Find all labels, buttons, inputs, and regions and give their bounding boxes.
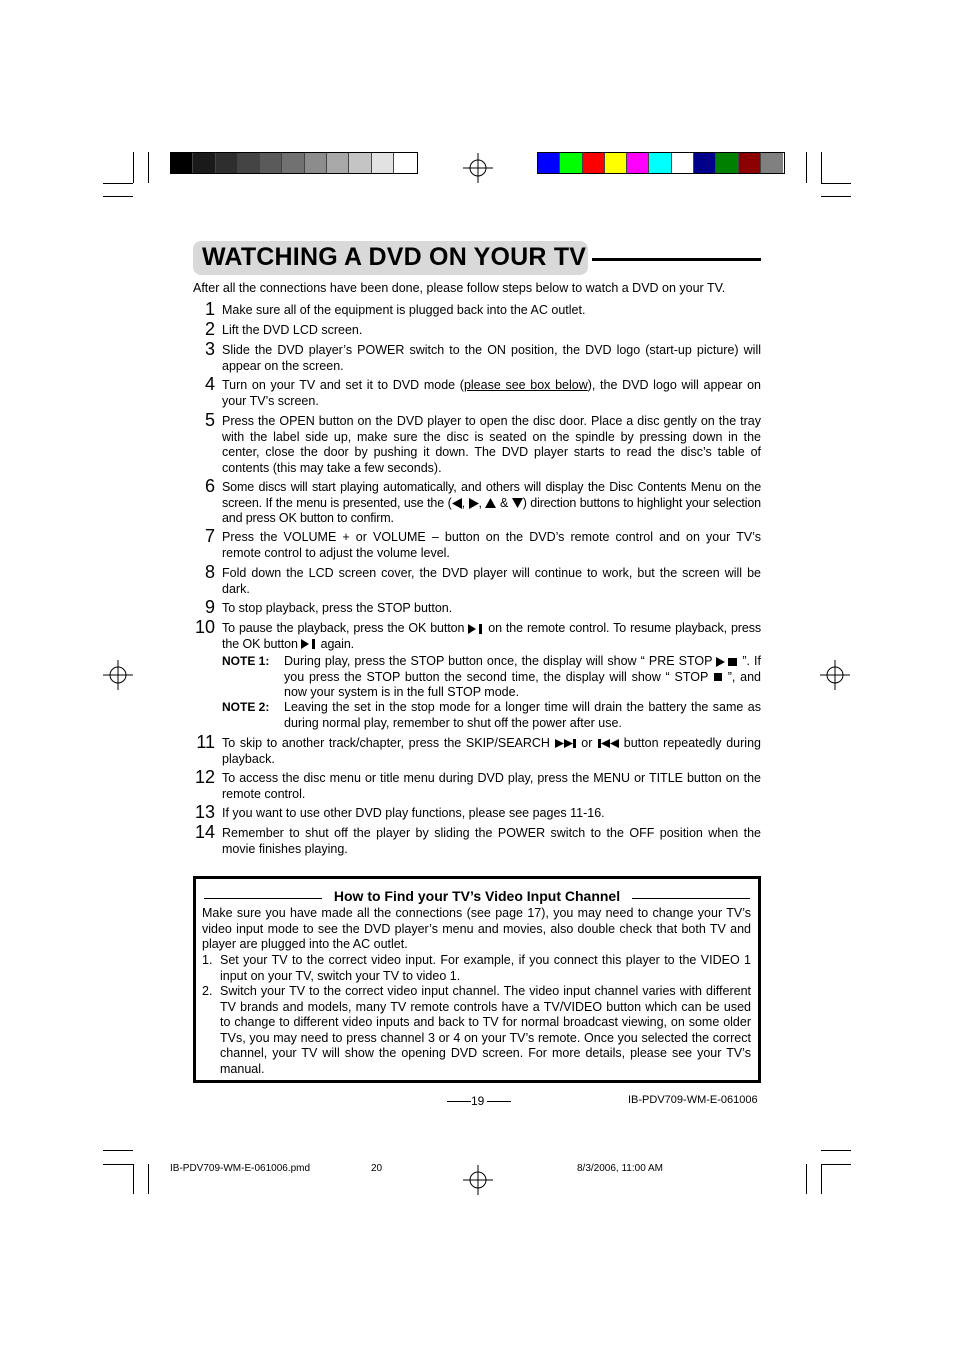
page-number: 19 (471, 1094, 485, 1108)
gray-swatch (327, 153, 349, 173)
step-text: Lift the DVD LCD screen. (222, 323, 363, 337)
skip-back-icon (597, 739, 619, 748)
step-number: 11 (196, 732, 215, 752)
step-text: Turn on your TV and set it to DVD mode (please see box below), the DVD logo will appear on your TV’s screen. (222, 378, 761, 408)
registration-mark-icon (820, 660, 850, 690)
box-heading: How to Find your TV’s Video Input Channel (196, 888, 758, 904)
step-number: 10 (194, 617, 215, 637)
step-text: If you want to use other DVD play functions, please see pages 11-16. (222, 806, 605, 820)
gray-swatch (260, 153, 282, 173)
gray-swatch (171, 153, 193, 173)
gray-swatch (372, 153, 394, 173)
registration-mark-icon (103, 660, 133, 690)
note-label: NOTE 2: (222, 700, 270, 714)
box-intro: Make sure you have made all the connections (see page 17), you may need to change your TV’s video input mode to see the DVD player’s menu and movies, also double check that both TV and player are plugged into the AC outlet. (202, 906, 751, 951)
intro-text: After all the connections have been done, please follow steps below to watch a DVD on your TV. (193, 281, 726, 295)
play-pause-icon (468, 624, 484, 634)
crop-mark (821, 152, 822, 183)
title-rule (592, 258, 761, 261)
gray-swatch (216, 153, 238, 173)
step-number: 3 (204, 339, 215, 359)
grayscale-bar (170, 152, 418, 174)
crop-mark (103, 196, 133, 197)
color-swatch (761, 153, 783, 173)
print-timestamp: 8/3/2006, 11:00 AM (577, 1163, 663, 1174)
step-number: 1 (204, 299, 215, 319)
step-text: Fold down the LCD screen cover, the DVD player will continue to work, but the screen will be dark. (222, 566, 761, 596)
crop-mark (103, 183, 133, 184)
step-number: 5 (204, 410, 215, 430)
color-swatch (694, 153, 716, 173)
color-swatch (538, 153, 560, 173)
crop-mark (148, 1164, 149, 1194)
page-title: WATCHING A DVD ON YOUR TV (202, 243, 587, 271)
note-label: NOTE 1: (222, 654, 270, 668)
color-swatch (739, 153, 761, 173)
skip-forward-icon (555, 739, 577, 748)
crop-mark (821, 183, 851, 184)
gray-swatch (193, 153, 215, 173)
color-swatch (560, 153, 582, 173)
crop-mark (821, 1164, 851, 1165)
crop-mark (103, 1164, 133, 1165)
file-page: 20 (371, 1163, 383, 1174)
right-arrow-icon (469, 498, 479, 509)
crop-mark (148, 152, 149, 183)
step-number: 9 (204, 597, 215, 617)
stop-icon (713, 672, 723, 682)
step-text: To access the disc menu or title menu during DVD play, press the MENU or TITLE button on the remote control. (222, 771, 761, 801)
color-bar (537, 152, 785, 174)
document-code: IB-PDV709-WM-E-061006 (628, 1094, 758, 1106)
list-text: Switch your TV to the correct video input channel. The video input channel varies with different TV brands and models, many TV remote controls have a TV/VIDEO button which can be used to change to different video inputs and back to TV for normal broadcast viewing, on some older TVs, you may need to press channel 3 or 4 on your TV’s remote. Once you selected the correct channel, your TV will show the opening DVD screen. For more details, please see your TV’s manual. (220, 984, 751, 1076)
crop-mark (133, 152, 134, 183)
color-swatch (627, 153, 649, 173)
step-number: 4 (204, 374, 215, 394)
step-number: 6 (204, 476, 215, 496)
gray-swatch (305, 153, 327, 173)
step-text: Slide the DVD player’s POWER switch to the ON position, the DVD logo (start-up picture) will appear on the screen. (222, 343, 761, 373)
crop-mark (806, 1164, 807, 1194)
color-swatch (605, 153, 627, 173)
step-text: Make sure all of the equipment is plugged back into the AC outlet. (222, 303, 586, 317)
step-text: Some discs will start playing automatically, and others will display the Disc Contents Menu on the screen. If the menu is presented, use the ( , , & ) direction buttons to highlight your selection and press OK button to confirm. (222, 480, 761, 525)
note-text: During play, press the STOP button once, the display will show “ PRE STOP ”. If you press the STOP button the second time, the display will show “ STOP ”, and now your system is in the full STOP mode. (284, 654, 761, 699)
gray-swatch (282, 153, 304, 173)
registration-mark-icon (463, 1165, 493, 1195)
crop-mark (821, 196, 851, 197)
file-name: IB-PDV709-WM-E-061006.pmd (170, 1163, 311, 1174)
step-text: Remember to shut off the player by sliding the POWER switch to the OFF position when the movie finishes playing. (222, 826, 761, 856)
page-number-rule (447, 1101, 471, 1102)
step-number: 2 (204, 319, 215, 339)
step-text: Press the VOLUME + or VOLUME – button on the DVD’s remote control and on your TV’s remote control to adjust the volume level. (222, 530, 761, 560)
up-arrow-icon (485, 498, 496, 508)
gray-swatch (238, 153, 260, 173)
play-pause-icon (301, 639, 317, 649)
registration-mark-icon (463, 153, 493, 183)
step-number: 7 (204, 526, 215, 546)
crop-mark (821, 1150, 851, 1151)
step-number: 13 (194, 802, 215, 822)
step-number: 8 (204, 562, 215, 582)
gray-swatch (349, 153, 371, 173)
crop-mark (806, 152, 807, 183)
step-number: 12 (194, 767, 215, 787)
color-swatch (672, 153, 694, 173)
gray-swatch (394, 153, 416, 173)
step-text: Press the OPEN button on the DVD player to open the disc door. Place a disc gently on the tray with the label side up, make sure the disc is seated on the spindle by pressing down in the center, close the door by pushing it down. The DVD player starts to read the disc’s table of contents (this may take a few seconds). (222, 414, 761, 475)
heading-rule (632, 898, 750, 899)
info-box (193, 876, 761, 1083)
step-text: To pause the playback, press the OK button on the remote control. To resume playback, press the OK button again. (222, 621, 762, 651)
step-number: 14 (194, 822, 215, 842)
crop-mark (821, 1164, 822, 1194)
down-arrow-icon (512, 498, 523, 508)
page-number-rule (487, 1101, 511, 1102)
list-number: 1. (202, 953, 213, 967)
crop-mark (133, 1164, 134, 1194)
box-reference-link: please see box below (463, 378, 588, 392)
step-text: To skip to another track/chapter, press the SKIP/SEARCH or button repeatedly during playback. (222, 736, 761, 766)
heading-rule (204, 898, 322, 899)
color-swatch (716, 153, 738, 173)
crop-mark (103, 1150, 133, 1151)
color-swatch (649, 153, 671, 173)
play-stop-icon (716, 657, 738, 667)
color-swatch (583, 153, 605, 173)
note-text: Leaving the set in the stop mode for a longer time will drain the battery the same as during normal play, remember to shut off the power after use. (284, 700, 761, 730)
list-number: 2. (202, 984, 213, 998)
step-text: To stop playback, press the STOP button. (222, 601, 453, 615)
list-text: Set your TV to the correct video input. For example, if you connect this player to the VIDEO 1 input on your TV, switch your TV to video 1. (220, 953, 751, 983)
left-arrow-icon (452, 498, 462, 509)
